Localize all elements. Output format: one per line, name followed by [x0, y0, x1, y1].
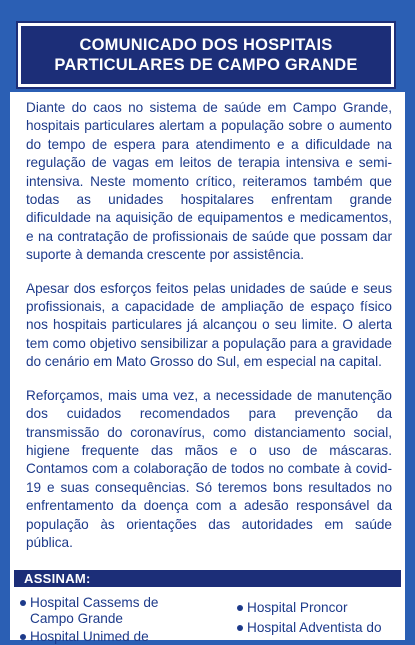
- notice-body: [26, 99, 392, 567]
- title-line-2: PARTICULARES DE CAMPO GRANDE: [54, 56, 358, 74]
- hospital-name: Hospital Adventista do: [247, 620, 382, 635]
- title-line-1: COMUNICADO DOS HOSPITAIS: [79, 36, 333, 54]
- signatories-header: [14, 570, 401, 587]
- notice-panel: [10, 92, 405, 644]
- list-item: [30, 595, 190, 627]
- hospital-name: Hospital Unimed de: [30, 629, 149, 644]
- page-title: [54, 35, 357, 75]
- paragraph-2: Apesar dos esforços feitos pelas unidades de saúde e seus profissionais, a capacidade de ampliação de espaço físico nos hospitais particulares já alcançou o seu limite. O alerta tem como objetivo sensibilizar a população para a gravidade do cenário em Mato Grosso do Sul, em especial na capital.: [26, 280, 392, 370]
- hospital-name: Hospital Proncor: [247, 600, 348, 615]
- bullet-icon: [237, 625, 243, 631]
- paragraph-3: Reforçamos, mais uma vez, a necessidade de manutenção dos cuidados recomendados para prevenção da transmissão do coronavírus, como distanciamento social, higiene frequente das mãos e o uso de máscaras. Contamos com a colaboração de todos no combate à covid-19 e suas consequências. Só teremos bons resultados no enfrentamento da doença com a adesão responsável da população às orientações das autoridades em saúde pública.: [26, 387, 392, 550]
- list-item: [247, 600, 407, 616]
- bullet-icon: [20, 600, 26, 606]
- signatories-label: ASSINAM:: [24, 571, 91, 586]
- title-banner: [18, 23, 394, 87]
- list-item: [30, 629, 190, 645]
- list-item: [247, 620, 407, 636]
- hospital-name: Hospital Cassems de Campo Grande: [30, 595, 159, 626]
- bullet-icon: [237, 605, 243, 611]
- bullet-icon: [20, 634, 26, 640]
- paragraph-1: Diante do caos no sistema de saúde em Campo Grande, hospitais particulares alertam a população sobre o aumento do tempo de espera para atendimento e a dificuldade na regulação de vagas em leitos de terapia intensiva e semi-intensiva. Neste momento crítico, reiteramos também que todas as unidades hospitalares enfrentam grande dificuldade na aquisição de equipamentos e medicamentos, e na contratação de profissionais de saúde que possam dar suporte à demanda crescente por assistência.: [26, 100, 392, 263]
